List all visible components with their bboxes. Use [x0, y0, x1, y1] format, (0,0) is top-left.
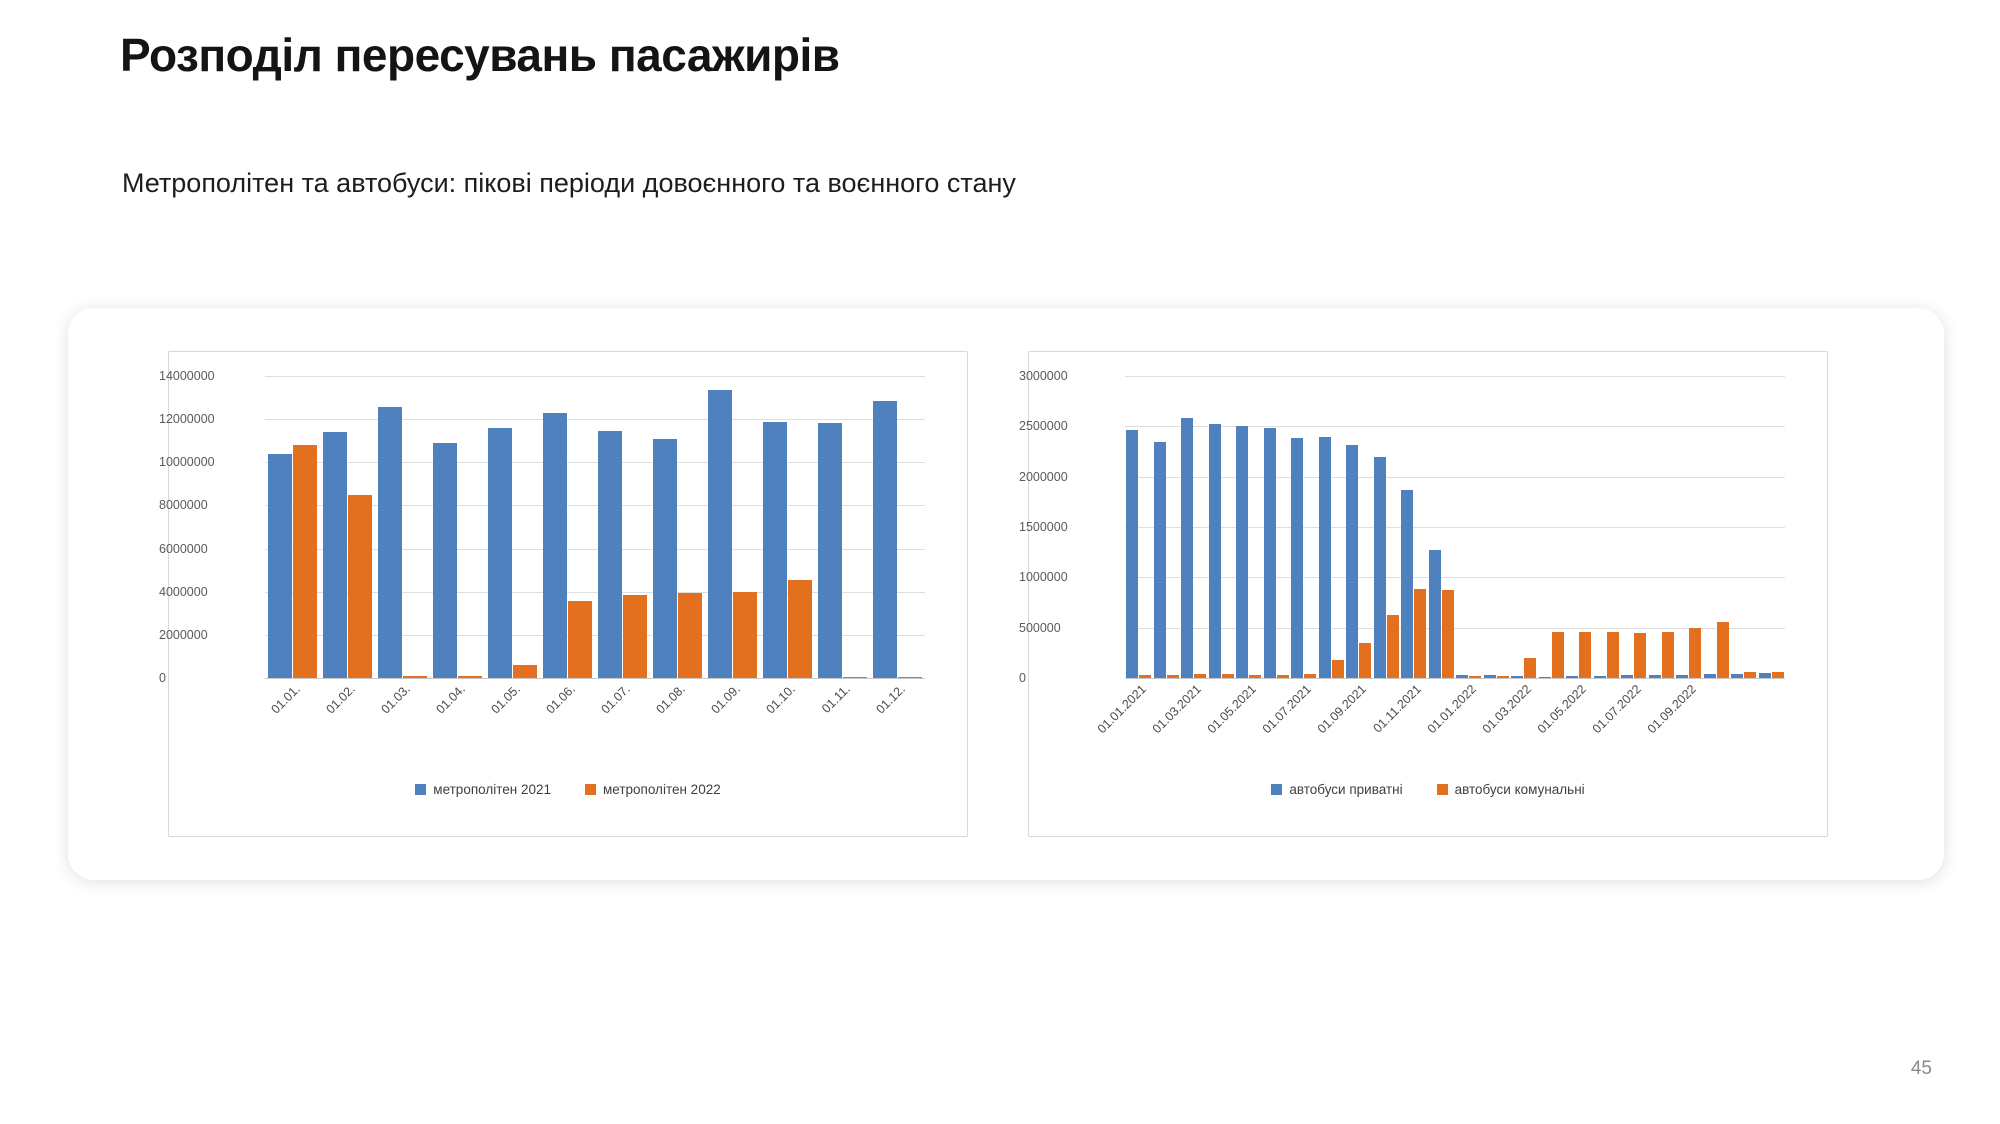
- legend-label: автобуси комунальні: [1454, 782, 1585, 797]
- x-axis-tick: [1758, 678, 1786, 748]
- bar-group: [1400, 376, 1428, 678]
- x-axis-tick: [375, 678, 430, 748]
- chart-buses: [1019, 351, 1828, 837]
- bar-group: [1510, 376, 1538, 678]
- bar-group: [1455, 376, 1483, 678]
- bar-series-1: [1401, 490, 1413, 678]
- bar-series-1: [1264, 428, 1276, 678]
- bar-series-2: [1359, 643, 1371, 678]
- x-axis-tick: [485, 678, 540, 748]
- bar-group: [1675, 376, 1703, 678]
- x-axis-tick-label: 01.03.2021: [1149, 682, 1204, 737]
- legend-swatch: [1271, 784, 1282, 795]
- chart-metro-legend: [169, 782, 967, 797]
- bar-series-1: [1374, 457, 1386, 678]
- bar-series-2: [1414, 589, 1426, 678]
- bar-series-2: [1689, 628, 1701, 678]
- bar-series-2: [1717, 622, 1729, 678]
- legend-label: метрополітен 2022: [603, 782, 721, 797]
- bar-group: [1648, 376, 1676, 678]
- legend-swatch: [415, 784, 426, 795]
- page-title: Розподіл пересувань пасажирів: [120, 29, 840, 81]
- x-axis-tick-label: 01.07.2022: [1589, 682, 1644, 737]
- x-axis-tick: [815, 678, 870, 748]
- y-axis-tick-label: 10000000: [159, 455, 215, 470]
- bar-series-2: [1607, 632, 1619, 678]
- x-axis-tick-label: 01.11.2021: [1370, 682, 1424, 736]
- bar-series-1: [653, 439, 677, 678]
- x-axis-tick: [430, 678, 485, 748]
- x-axis-tick: [760, 678, 815, 748]
- legend-swatch: [585, 784, 596, 795]
- x-axis-tick-label: 01.07.2021: [1259, 682, 1314, 737]
- chart-buses-x-axis: [1094, 678, 1785, 748]
- bar-series-1: [1429, 550, 1441, 678]
- bar-group: [1235, 376, 1263, 678]
- bar-series-1: [1346, 445, 1358, 678]
- x-axis-tick-label: 01.05.2022: [1534, 682, 1589, 737]
- y-axis-tick-label: 0: [1019, 671, 1026, 685]
- x-axis-tick: [1370, 678, 1428, 748]
- y-axis-tick-label: 14000000: [159, 369, 215, 383]
- legend-label: автобуси приватні: [1289, 782, 1403, 797]
- bar-group: [1703, 376, 1731, 678]
- bar-series-2: [678, 593, 702, 678]
- x-axis-tick-label: 01.06.: [542, 682, 578, 717]
- bar-series-1: [1236, 426, 1248, 678]
- x-axis-tick: [265, 678, 320, 748]
- bar-series-2: [1387, 615, 1399, 678]
- bar-group: [1620, 376, 1648, 678]
- bar-series-2: [568, 601, 592, 678]
- chart-buses-legend: [1029, 782, 1827, 797]
- charts-card: [68, 308, 1944, 880]
- y-axis-tick-label: 0: [159, 671, 166, 685]
- bar-series-1: [323, 432, 347, 678]
- bar-group: [1153, 376, 1181, 678]
- x-axis-tick: [1730, 678, 1758, 748]
- bar-series-2: [348, 495, 372, 678]
- bar-group: [485, 376, 540, 678]
- bar-group: [1345, 376, 1373, 678]
- bar-group: [870, 376, 925, 678]
- legend-label: метрополітен 2021: [433, 782, 551, 797]
- x-axis-tick-label: 01.01.2021: [1094, 682, 1149, 737]
- chart-metro: [159, 351, 968, 837]
- x-axis-tick: [1259, 678, 1318, 748]
- bar-group: [1593, 376, 1621, 678]
- bar-group: [650, 376, 705, 678]
- x-axis-tick-label: 01.05.: [487, 682, 523, 717]
- x-axis-tick-label: 01.03.2022: [1479, 682, 1534, 737]
- bar-group: [760, 376, 815, 678]
- bar-series-2: [1442, 590, 1454, 678]
- x-axis-tick: [1424, 678, 1483, 748]
- y-axis-tick-label: 2000000: [1019, 469, 1068, 484]
- y-axis-tick-label: 1000000: [1019, 570, 1068, 585]
- x-axis-tick: [870, 678, 925, 748]
- y-axis-tick-label: 500000: [1019, 620, 1061, 635]
- bar-series-1: [818, 423, 842, 678]
- bar-series-1: [433, 443, 457, 678]
- bar-series-1: [1209, 424, 1221, 678]
- x-axis-tick-label: 01.01.2022: [1424, 682, 1479, 737]
- legend-swatch: [1437, 784, 1448, 795]
- bar-series-2: [623, 595, 647, 678]
- x-axis-tick-label: 01.07.: [597, 682, 633, 717]
- bar-series-1: [488, 428, 512, 678]
- bar-series-1: [598, 431, 622, 678]
- bar-group: [1483, 376, 1511, 678]
- bar-series-2: [513, 665, 537, 678]
- bar-series-1: [543, 413, 567, 678]
- x-axis-tick: [1589, 678, 1648, 748]
- bar-series-2: [1524, 658, 1536, 678]
- bar-group: [320, 376, 375, 678]
- bar-group: [1730, 376, 1758, 678]
- x-axis-tick-label: 01.09.2022: [1644, 682, 1699, 737]
- x-axis-tick: [1204, 678, 1263, 748]
- bar-group: [1428, 376, 1456, 678]
- x-axis-tick: [1534, 678, 1593, 748]
- chart-buses-bars: [1125, 376, 1785, 678]
- x-axis-tick-label: 01.02.: [322, 682, 358, 717]
- x-axis-tick-label: 01.08.: [652, 682, 688, 717]
- x-axis-tick: [595, 678, 650, 748]
- bar-group: [375, 376, 430, 678]
- y-axis-tick-label: 6000000: [159, 541, 208, 556]
- x-axis-tick: [1314, 678, 1373, 748]
- bar-group: [1290, 376, 1318, 678]
- bar-series-1: [1126, 430, 1138, 678]
- bar-series-1: [763, 422, 787, 678]
- y-axis-tick-label: 4000000: [159, 584, 208, 599]
- x-axis-tick: [650, 678, 705, 748]
- chart-buses-y-axis: [1019, 352, 1121, 836]
- bar-group: [1180, 376, 1208, 678]
- bar-series-2: [1662, 632, 1674, 678]
- bar-series-1: [1154, 442, 1166, 678]
- bar-group: [815, 376, 870, 678]
- bar-series-2: [1579, 632, 1591, 678]
- bar-group: [1538, 376, 1566, 678]
- bar-group: [265, 376, 320, 678]
- bar-series-2: [1552, 632, 1564, 678]
- x-axis-tick: [1644, 678, 1703, 748]
- legend-item: [1437, 782, 1585, 797]
- y-axis-tick-label: 2500000: [1019, 419, 1068, 434]
- bar-group: [1758, 376, 1786, 678]
- x-axis-tick-label: 01.04.: [432, 682, 468, 717]
- x-axis-tick: [320, 678, 375, 748]
- bar-series-1: [1319, 437, 1331, 678]
- y-axis-tick-label: 8000000: [159, 498, 208, 513]
- y-axis-tick-label: 1500000: [1019, 520, 1068, 534]
- bar-group: [705, 376, 760, 678]
- y-axis-tick-label: 3000000: [1019, 369, 1068, 383]
- legend-item: [1271, 782, 1402, 797]
- bar-series-1: [873, 401, 897, 678]
- x-axis-tick: [1149, 678, 1208, 748]
- y-axis-tick-label: 2000000: [159, 627, 208, 642]
- bar-group: [1373, 376, 1401, 678]
- x-axis-tick: [1094, 678, 1153, 748]
- bar-group: [1263, 376, 1291, 678]
- bar-series-2: [788, 580, 812, 678]
- chart-metro-bars: [265, 376, 925, 678]
- x-axis-tick-label: 01.05.2021: [1204, 682, 1259, 737]
- x-axis-tick: [705, 678, 760, 748]
- y-axis-tick-label: 12000000: [159, 412, 215, 427]
- bar-series-1: [708, 390, 732, 678]
- bar-series-1: [1291, 438, 1303, 678]
- chart-metro-y-axis: [159, 352, 261, 836]
- x-axis-tick-label: 01.01.: [267, 682, 303, 717]
- legend-item: [585, 782, 721, 797]
- x-axis-tick: [1479, 678, 1538, 748]
- chart-buses-plot: [1019, 352, 1827, 836]
- x-axis-tick: [1703, 678, 1731, 748]
- legend-item: [415, 782, 551, 797]
- bar-group: [430, 376, 485, 678]
- x-axis-tick: [540, 678, 595, 748]
- bar-series-1: [1181, 418, 1193, 678]
- bar-group: [1125, 376, 1153, 678]
- chart-metro-plot: [159, 352, 967, 836]
- x-axis-tick-label: 01.09.: [707, 682, 743, 717]
- x-axis-tick-label: 01.11.: [818, 682, 853, 716]
- x-axis-tick-label: 01.09.2021: [1314, 682, 1369, 737]
- page-number: 45: [1910, 1058, 1932, 1079]
- bar-series-2: [1634, 633, 1646, 678]
- bar-series-1: [268, 454, 292, 678]
- bar-group: [1565, 376, 1593, 678]
- chart-metro-x-axis: [265, 678, 925, 748]
- bar-series-1: [378, 407, 402, 678]
- bar-series-2: [733, 592, 757, 678]
- bar-group: [540, 376, 595, 678]
- x-axis-tick-label: 01.12.: [872, 682, 908, 717]
- x-axis-tick-label: 01.10.: [762, 682, 798, 717]
- bar-series-2: [293, 445, 317, 678]
- bar-series-2: [1332, 660, 1344, 678]
- x-axis-tick-label: 01.03.: [377, 682, 413, 717]
- bar-group: [595, 376, 650, 678]
- bar-group: [1318, 376, 1346, 678]
- bar-group: [1208, 376, 1236, 678]
- page-subtitle: Метрополітен та автобуси: пікові періоди довоєнного та воєнного стану: [122, 168, 1016, 198]
